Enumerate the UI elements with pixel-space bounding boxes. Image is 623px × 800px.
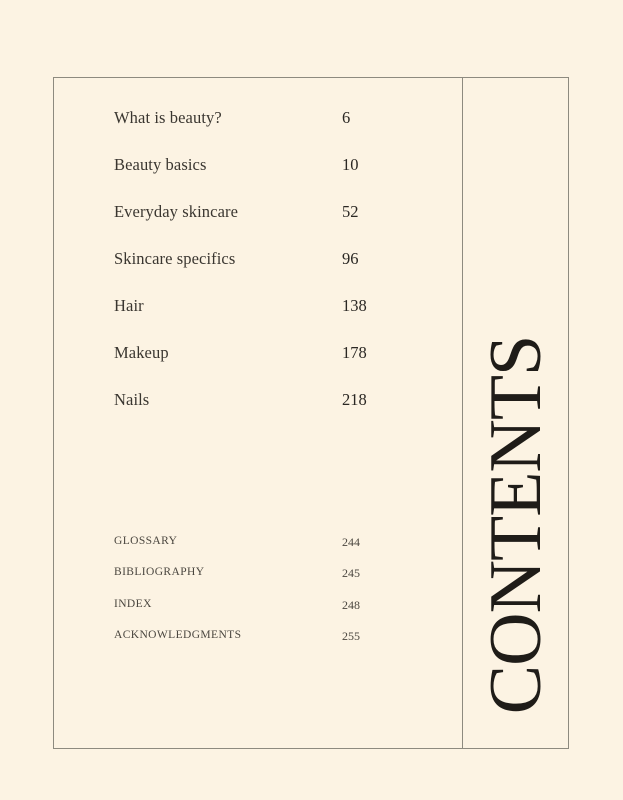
toc-entry-page: 178 — [342, 343, 367, 362]
toc-entry-title: Nails — [114, 390, 150, 409]
toc-entry-page: 218 — [342, 390, 367, 409]
toc-entry[interactable] — [114, 294, 394, 341]
toc-entry[interactable] — [114, 388, 394, 435]
toc-entry-page: 6 — [342, 108, 351, 127]
back-matter-title: GLOSSARY — [114, 535, 178, 547]
toc-entry[interactable] — [114, 247, 394, 294]
toc-entry-page: 10 — [342, 155, 359, 174]
back-matter-title: BIBLIOGRAPHY — [114, 566, 205, 579]
back-matter-page: 255 — [342, 628, 360, 643]
title-column-divider — [462, 77, 463, 749]
toc-entry-page: 96 — [342, 249, 359, 268]
back-matter-list — [114, 534, 394, 659]
back-matter-page: 245 — [342, 566, 360, 581]
back-matter-entry[interactable] — [114, 628, 394, 659]
toc-entry[interactable] — [114, 106, 394, 153]
toc-entry-page: 138 — [342, 296, 367, 315]
toc-entry-title: Beauty basics — [114, 155, 207, 174]
toc-entry[interactable] — [114, 200, 394, 247]
toc-entry[interactable] — [114, 153, 394, 200]
back-matter-title: ACKNOWLEDGMENTS — [114, 628, 242, 641]
toc-entry-title: Skincare specifics — [114, 249, 236, 268]
toc-entry-title: Makeup — [114, 343, 169, 362]
page-title: CONTENTS — [475, 335, 557, 715]
toc-entry-title: What is beauty? — [114, 108, 222, 127]
toc-entry-title: Everyday skincare — [114, 202, 239, 221]
toc-entry[interactable] — [114, 341, 394, 388]
back-matter-entry[interactable] — [114, 597, 394, 628]
back-matter-entry[interactable] — [114, 534, 394, 565]
toc-entry-page: 52 — [342, 202, 359, 221]
back-matter-page: 248 — [342, 597, 360, 612]
toc-entry-title: Hair — [114, 296, 144, 315]
back-matter-page: 244 — [342, 535, 360, 549]
back-matter-title: INDEX — [114, 597, 152, 610]
chapter-list — [114, 106, 394, 435]
back-matter-entry[interactable] — [114, 565, 394, 596]
